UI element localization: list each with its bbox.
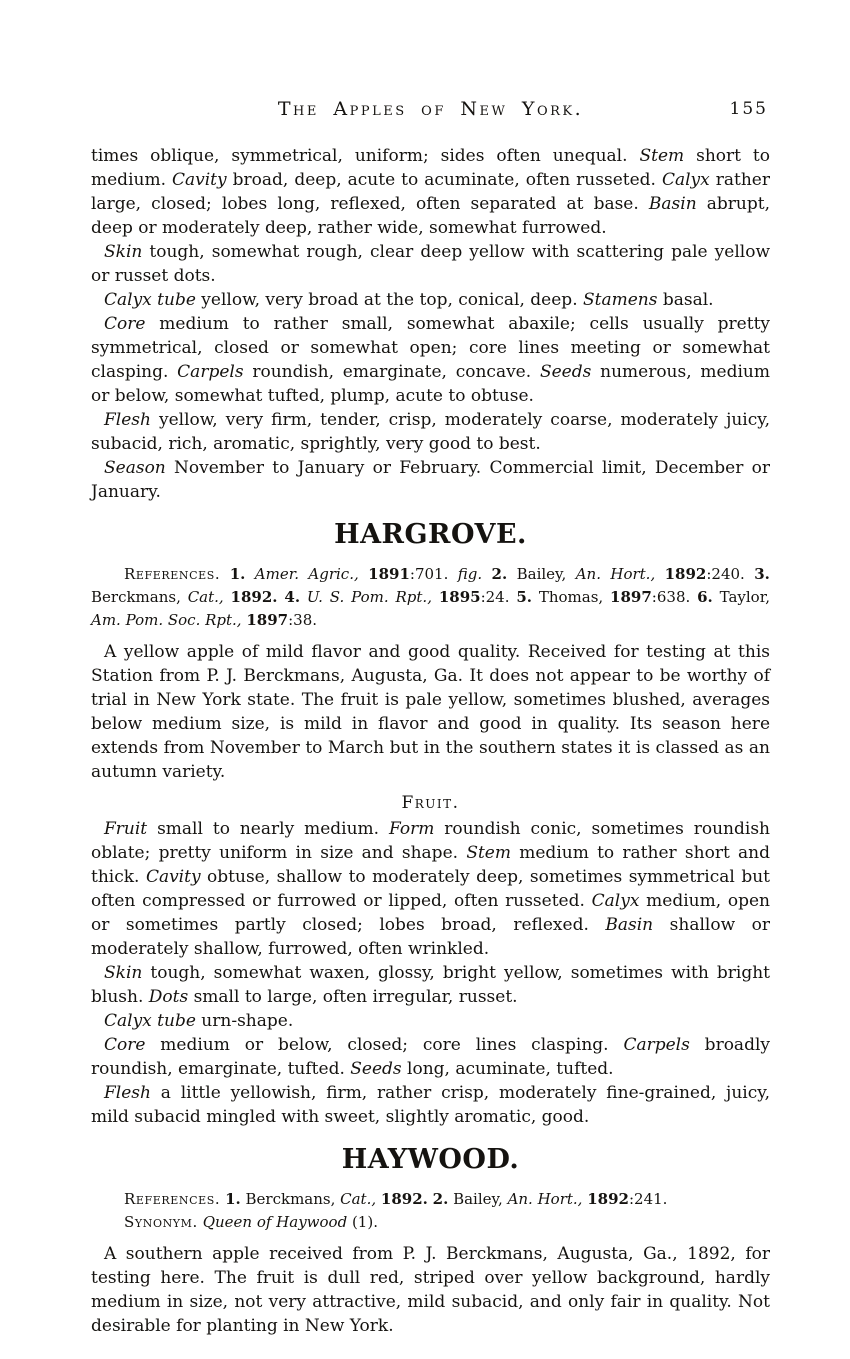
variety-heading: HARGROVE.: [334, 519, 527, 550]
smallcaps-label: References.: [124, 1190, 221, 1208]
body-paragraph: Flesh a little yellowish, firm, rather crisp, moderately fine-grained, juicy, mild subacid mingled with sweet, slightly aromatic, good.: [91, 1083, 770, 1127]
italic-term: Dots: [148, 987, 189, 1007]
italic-term: Calyx tube: [104, 1011, 196, 1031]
bold-reference-numeral: 1897: [610, 588, 652, 606]
bold-reference-numeral: 1892.: [380, 1190, 428, 1208]
body-paragraph: Flesh yellow, very firm, tender, crisp, moderately coarse, moderately juicy, subacid, rich, aromatic, sprightly, very good to best.: [91, 410, 770, 454]
reference-line: References. 1. Berckmans, Cat., 1892. 2. Bailey, An. Hort., 1892:241.: [124, 1190, 668, 1208]
italic-term: Calyx: [661, 170, 710, 190]
italic-term: Core: [104, 314, 146, 334]
italic-term: Cavity: [172, 170, 227, 190]
italic-term: U. S. Pom. Rpt.,: [306, 588, 432, 606]
italic-term: Seeds: [539, 362, 592, 382]
smallcaps-label: Synonym.: [124, 1213, 198, 1231]
bold-reference-numeral: 2.: [491, 565, 508, 583]
italic-term: Basin: [605, 915, 654, 935]
italic-term: fig.: [457, 565, 483, 583]
body-paragraph: A yellow apple of mild flavor and good quality. Received for testing at this Station from P. J. Berckmans, Augusta, Ga. It does not appear to be worthy of trial in New York state. The fruit is pale yellow, sometimes blushed, averages below medium size, is mild in flavor and good in quality. Its season here extends from November to March but in the southern states it is classed as an autumn variety.: [91, 642, 770, 782]
body-paragraph: Season November to January or February. Commercial limit, December or January.: [91, 458, 770, 502]
italic-term: Season: [104, 458, 166, 478]
bold-reference-numeral: 1.: [225, 1190, 241, 1208]
bold-reference-numeral: 1891: [368, 565, 410, 583]
reference-line: References. 1. Amer. Agric., 1891:701. fig. 2. Bailey, An. Hort., 1892:240. 3. Berckmans, Cat., 1892. 4. U. S. Pom. Rpt., 1895:24. 5. Thomas, 1897:638. 6. Taylor, Am. Pom. Soc. Rpt., 1897:38.: [91, 565, 770, 629]
italic-term: Skin: [104, 963, 143, 983]
italic-term: Flesh: [104, 1083, 151, 1103]
italic-term: Carpels: [623, 1035, 690, 1055]
italic-term: Stem: [466, 843, 511, 863]
page-body: [91, 144, 770, 1338]
italic-term: Skin: [104, 242, 143, 262]
body-paragraph: Skin tough, somewhat rough, clear deep yellow with scattering pale yellow or russet dots.: [91, 242, 770, 286]
italic-term: Calyx: [591, 891, 640, 911]
italic-term: An. Hort.,: [507, 1190, 583, 1208]
body-paragraph: Calyx tube urn-shape.: [104, 1011, 294, 1031]
bold-reference-numeral: 1892.: [230, 588, 278, 606]
italic-term: Calyx tube: [104, 290, 196, 310]
italic-term: Cat.,: [340, 1190, 377, 1208]
body-paragraph: Core medium or below, closed; core lines clasping. Carpels broadly roundish, emarginate, tufted. Seeds long, acuminate, tufted.: [91, 1035, 770, 1079]
synonym-line: Synonym. Queen of Haywood (1).: [124, 1213, 378, 1231]
italic-term: Queen of Haywood: [202, 1213, 348, 1231]
italic-term: Stem: [639, 146, 685, 166]
page-header: [91, 98, 770, 124]
italic-term: Core: [104, 1035, 146, 1055]
bold-reference-numeral: 4.: [284, 588, 301, 606]
smallcaps-label: References.: [124, 565, 221, 583]
bold-reference-numeral: 1892: [664, 565, 707, 583]
bold-reference-numeral: 1892: [587, 1190, 629, 1208]
italic-term: Amer. Agric.,: [254, 565, 359, 583]
page-number: 155: [729, 99, 768, 119]
italic-term: Stamens: [583, 290, 658, 310]
variety-heading: HAYWOOD.: [341, 1144, 520, 1175]
italic-term: Am. Pom. Soc. Rpt.,: [91, 611, 242, 629]
body-paragraph: Core medium to rather small, somewhat abaxile; cells usually pretty symmetrical, closed or somewhat open; core lines meeting or somewhat clasping. Carpels roundish, emarginate, concave. Seeds numerous, medium or below, somewhat tufted, plump, acute to obtuse.: [91, 314, 770, 406]
italic-term: Flesh: [104, 410, 151, 430]
bold-reference-numeral: 1.: [229, 565, 246, 583]
italic-term: Form: [389, 819, 435, 839]
italic-term: Cavity: [145, 867, 201, 887]
running-title: The Apples of New York.: [277, 98, 584, 120]
italic-term: Carpels: [177, 362, 244, 382]
bold-reference-numeral: 5.: [516, 588, 533, 606]
body-paragraph: Calyx tube yellow, very broad at the top, conical, deep. Stamens basal.: [104, 290, 714, 310]
italic-term: Seeds: [350, 1059, 402, 1079]
body-paragraph: A southern apple received from P. J. Berckmans, Augusta, Ga., 1892, for testing here. The fruit is dull red, striped over yellow background, hardly medium in size, not very attractive, mild subacid, and only fair in quality. Not desirable for planting in New York.: [91, 1244, 770, 1336]
bold-reference-numeral: 1895: [438, 588, 481, 606]
body-paragraph: Skin tough, somewhat waxen, glossy, bright yellow, sometimes with bright blush. Dots small to large, often irregular, russet.: [91, 963, 770, 1007]
body-paragraph: Fruit small to nearly medium. Form roundish conic, sometimes roundish oblate; pretty uniform in size and shape. Stem medium to rather short and thick. Cavity obtuse, shallow to moderately deep, sometimes symmetrical but often compressed or furrowed or lipped, often russeted. Calyx medium, open or sometimes partly closed; lobes broad, reflexed. Basin shallow or moderately shallow, furrowed, often wrinkled.: [91, 819, 771, 959]
body-paragraph: times oblique, symmetrical, uniform; sides often unequal. Stem short to medium. Cavity broad, deep, acute to acuminate, often russeted. Calyx rather large, closed; lobes long, reflexed, often separated at base. Basin abrupt, deep or moderately deep, rather wide, somewhat furrowed.: [91, 146, 770, 238]
italic-term: Basin: [648, 194, 697, 214]
bold-reference-numeral: 1897: [246, 611, 289, 629]
italic-term: An. Hort.,: [575, 565, 656, 583]
fruit-subheading: Fruit.: [401, 793, 460, 813]
italic-term: Fruit: [104, 819, 148, 839]
bold-reference-numeral: 2.: [432, 1190, 449, 1208]
bold-reference-numeral: 3.: [754, 565, 770, 583]
italic-term: Cat.,: [187, 588, 224, 606]
bold-reference-numeral: 6.: [697, 588, 713, 606]
